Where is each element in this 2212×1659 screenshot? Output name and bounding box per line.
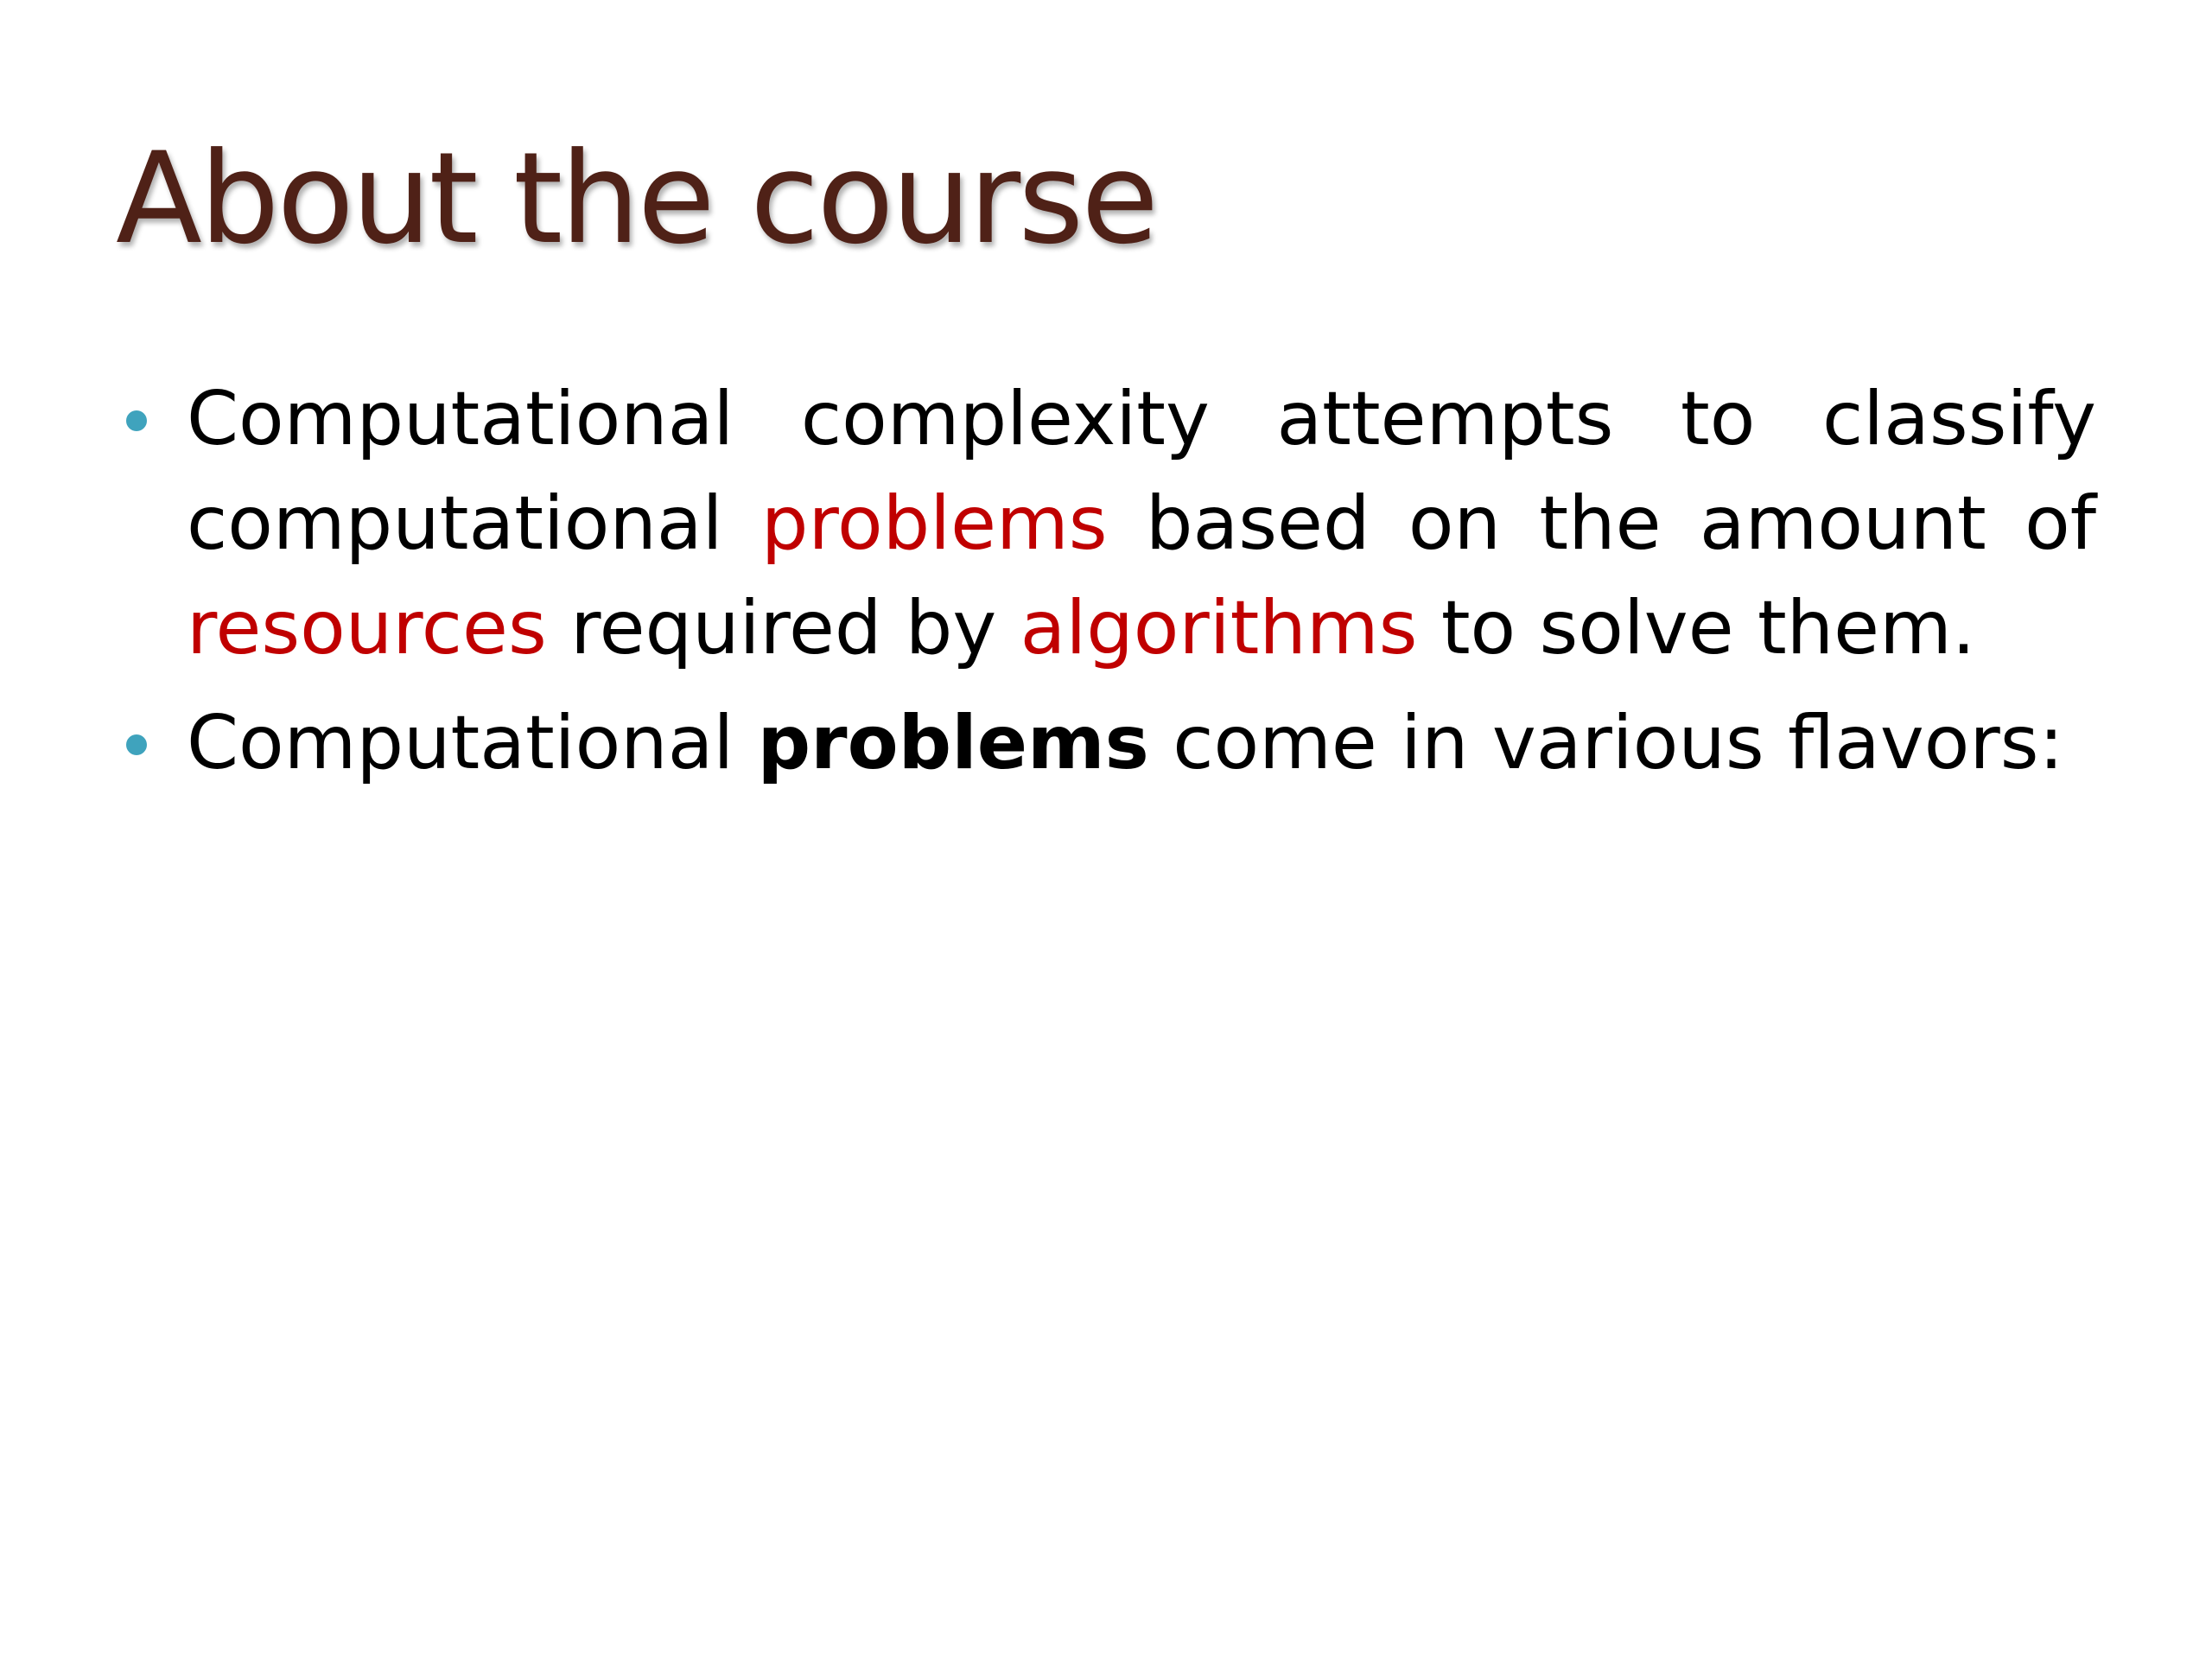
bullet-text-segment: to solve them. <box>1417 585 1976 671</box>
bullet-text-segment: based on the amount of <box>1107 480 2096 567</box>
bullet-item <box>116 367 2096 681</box>
emphasis-problems: problems <box>757 700 1149 786</box>
slide-title: About the course <box>116 125 1157 272</box>
highlight-algorithms: algorithms <box>1020 585 1418 671</box>
bullet-text-segment: come in various flavors: <box>1148 700 2064 786</box>
bullet-list <box>116 367 2096 806</box>
highlight-resources: resources <box>187 585 547 671</box>
bullet-dot-icon <box>126 734 147 755</box>
bullet-text-segment: required by <box>546 585 1020 671</box>
bullet-item <box>116 691 2096 796</box>
bullet-text-segment: Computational complexity attempts to classify computational <box>187 376 2096 567</box>
bullet-text-segment: Computational <box>187 700 758 786</box>
highlight-problems: problems <box>760 480 1108 567</box>
bullet-dot-icon <box>126 410 147 431</box>
